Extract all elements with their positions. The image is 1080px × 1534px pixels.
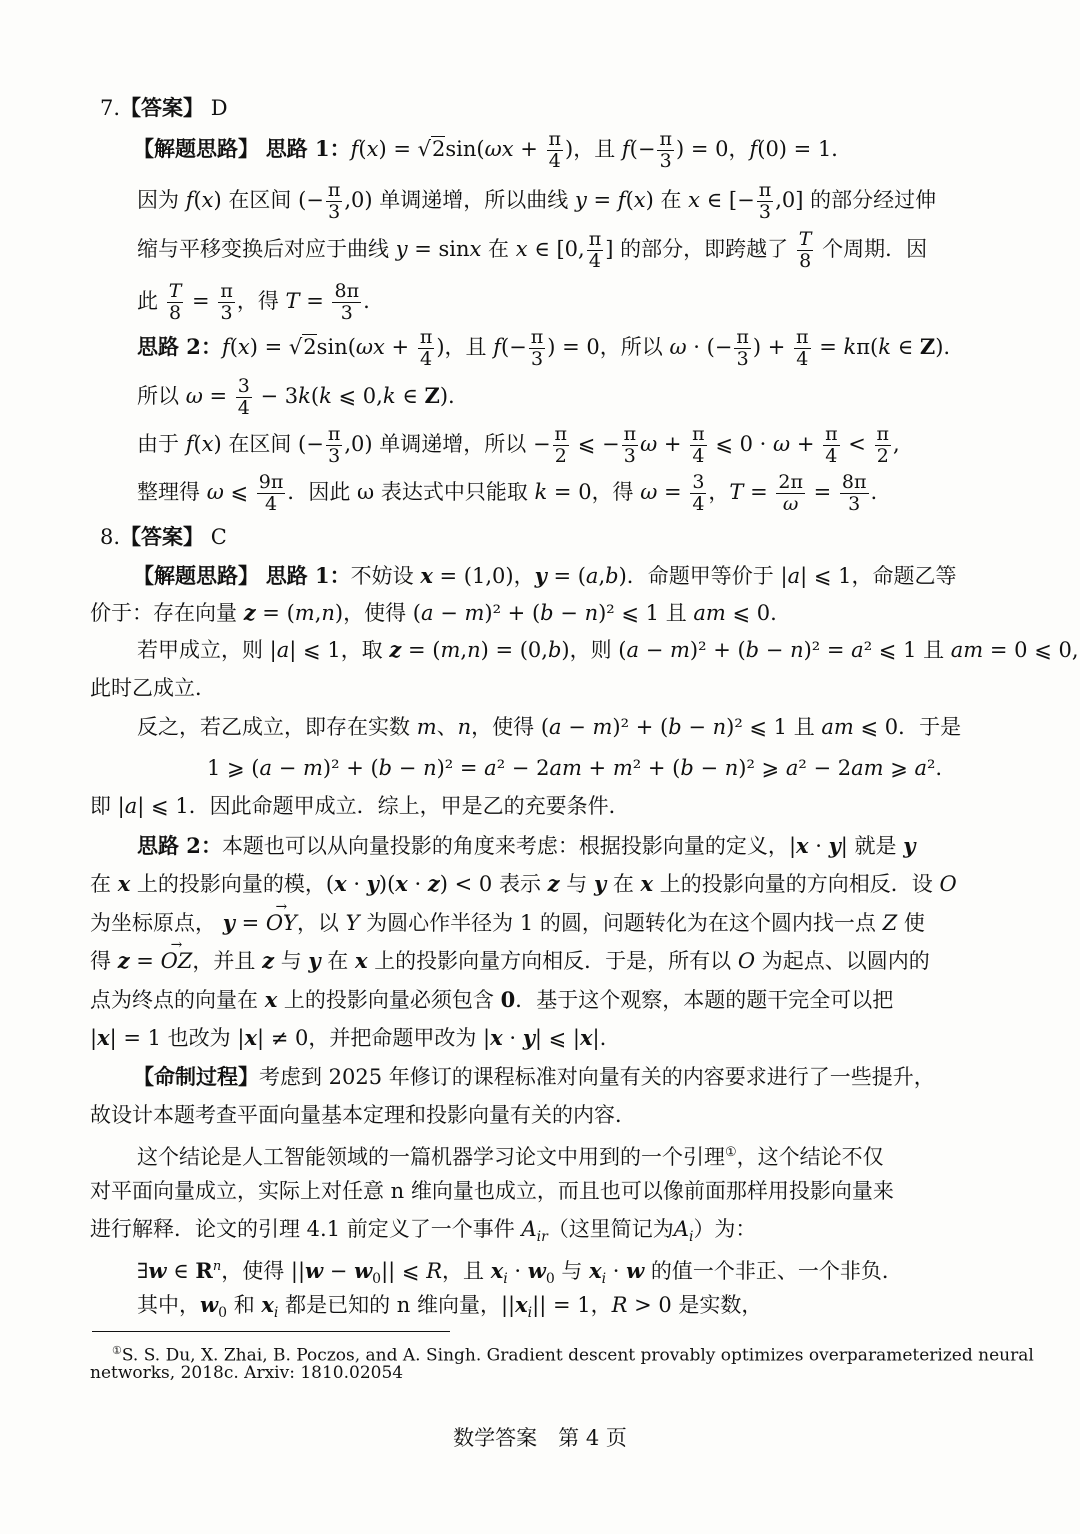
q7-line-1: 【解题思路】 思路 1：f(x) = √2sin(ωx + $\frac{\pi}{4}$ )，且 f(− $\frac{\pi}{3}$ ) = 0，f(0) = 1． [133,128,853,172]
q8-line-2: 价于：存在向量 z = (m,n)，使得 (a − m)² + (b − n)² ⩽ 1 且 am ⩽ 0. [90,600,777,625]
q7-line-7: 由于 f(x) 在区间 (− $\frac{\pi}{3}$ ,0) 单调递增，所以 − $\frac{\pi}{2}$ ⩽ − $\frac{\pi}{3}$ ω + $\frac{\pi}{4}$ ⩽ 0 · ω + $\frac{\pi}{4}$ < $\frac{\pi}{2}$ , [137,423,900,467]
footnote-ref: ① [725,1145,737,1160]
q8-line-18: 进行解释．论文的引理 4.1 前定义了一个事件 $A_{ir}$（这里简记为$A_i$）为： [90,1217,757,1246]
footnote-rule [92,1331,450,1332]
q7-line-2: 因为 f(x) 在区间 (− $\frac{\pi}{3}$ ,0) 单调递增，所以曲线 y = f(x) 在 x ∈ [− $\frac{\pi}{3}$ ,0] 的部分经过伸 [137,179,937,223]
q7-answer: D [210,96,228,120]
q8-line-10: 为坐标原点， y = → OY，以 Y 为圆心作半径为 1 的圆，问题转化为在这个圆内找一点 Z 使 [90,908,1080,938]
q8-line-17: 对平面向量成立，实际上对任意 n 维向量也成立，而且也可以像前面那样用投影向量来 [90,1179,894,1203]
q8-line-1: 【解题思路】 思路 1：不妨设 x = (1,0)，y = (a,b)．命题甲等价于 |a| ⩽ 1，命题乙等 [133,563,957,588]
q8-answer-label: 【答案】 [120,524,205,549]
q8-line-4: 此时乙成立． [90,676,216,700]
q7-line-5: 思路 2：f(x) = √2sin(ωx + $\frac{\pi}{4}$ )，且 f(− $\frac{\pi}{3}$ ) = 0，所以 ω · (− $\frac{\pi}{3}$ ) + $\frac{\pi}{4}$ = kπ(k ∈ Z). [137,326,951,370]
q7-header: 7.【答案】 D [100,95,228,120]
q8-line-13: |x| = 1 也改为 |x| ≠ 0，并把命题甲改为 |x · y| ⩽ |x|. [90,1025,607,1050]
process-label: 【命制过程】 [133,1064,259,1089]
q7-line-4: 此 $\frac{T}{8}$ = $\frac{\pi}{3}$ ，得 T = $\frac{8\pi}{3}$ . [137,280,370,324]
q8-line-19: ∃w ∈ $R^n$，使得 $||w - w_0||$ ⩽ R，且 $x_i \cdot w_0$ 与 $x_i \cdot w$ 的值一个非正、一个非负． [137,1258,903,1288]
q8-line-9: 在 x 上的投影向量的模，(x · y)(x · z) < 0 表示 z 与 y 在 x 上的投影向量的方向相反．设 O [90,871,957,896]
q8-line-15: 故设计本题考查平面向量基本定理和投影向量有关的内容． [90,1103,636,1127]
q8-line-5: 反之，若乙成立，即存在实数 m、n，使得 (a − m)² + (b − n)² ⩽ 1 且 am ⩽ 0．于是 [137,715,962,739]
q8-answer: C [210,525,227,549]
q8-equation: 1 ⩾ (a − m)² + (b − n)² = a² − 2am + m² + (b − n)² ⩾ a² − 2am ⩾ a². [207,756,943,780]
q7-line-8: 整理得 ω ⩽ $\frac{9\pi}{4}$ ．因此 ω 表达式中只能取 k = 0，得 ω = $\frac{3}{4}$ ，T = $\frac{2\pi}{\omega}$ = $\frac{8\pi}{3}$ . [137,471,878,515]
q7-line-6: 所以 ω = $\frac{3}{4}$ − 3k(k ⩽ 0,k ∈ Z). [137,375,455,419]
page-footer: 数学答案 第 4 页 [453,1426,627,1450]
q8-header: 8.【答案】 C [100,524,227,549]
footnote-line-2: networks, 2018c. Arxiv: 1810.02054 [90,1363,404,1383]
q7-answer-label: 【答案】 [120,95,205,120]
q8-line-20: 其中，$w_0$ 和 $x_i$ 都是已知的 n 维向量，$||x_i|| = 1$，R > 0 是实数， [137,1292,763,1322]
q8-line-14: 【命制过程】考虑到 2025 年修订的课程标准对向量有关的内容要求进行了一些提升， [133,1064,935,1089]
q7-line-3: 缩与平移变换后对应于曲线 y = sinx 在 x ∈ [0, $\frac{\pi}{4}$ ] 的部分，即跨越了 $\frac{T}{8}$ 个周期．因 [137,228,928,272]
q8-line-11: 得 z = → OZ，并且 z 与 y 在 x 上的投影向量方向相反．于是，所有以 O 为起点、以圆内的 [90,946,1080,976]
q8-line-7: 即 |a| ⩽ 1．因此命题甲成立．综上，甲是乙的充要条件． [90,794,630,818]
q8-line-16: 这个结论是人工智能领域的一篇机器学习论文中用到的一个引理①，这个结论不仅 [137,1145,884,1169]
q8-line-3: 若甲成立，则 |a| ⩽ 1，取 z = (m,n) = (0,b)，则 (a − m)² + (b − n)² = a² ⩽ 1 且 am = 0 ⩽ 0, [137,637,1079,662]
q8-line-8: 思路 2：本题也可以从向量投影的角度来考虑：根据投影向量的定义，|x · y| 就是 y [137,833,916,858]
q8-line-12: 点为终点的向量在 x 上的投影向量必须包含 0．基于这个观察，本题的题干完全可以把 [90,987,894,1012]
footnote-line-1: ①S. S. Du, X. Zhai, B. Poczos, and A. Singh. Gradient descent provably optimizes overparameterized neural [112,1344,1034,1366]
